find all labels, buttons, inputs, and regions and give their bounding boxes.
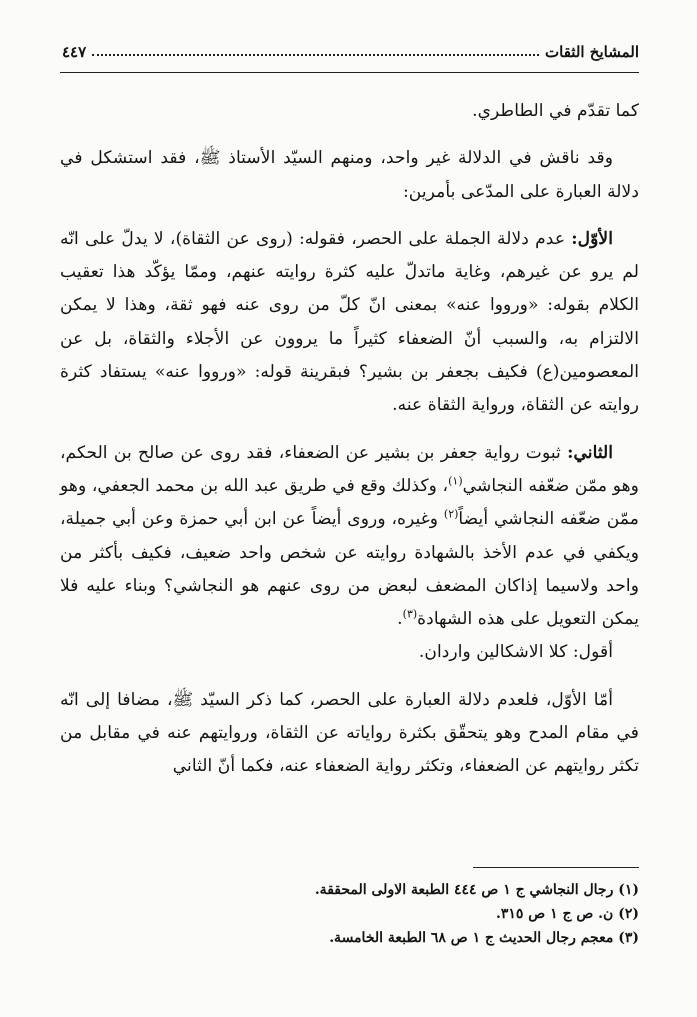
header-leader-dots bbox=[92, 54, 539, 56]
paragraph-gap bbox=[60, 209, 639, 223]
paragraph-4 bbox=[60, 437, 639, 637]
paragraph-1: كما تقدّم في الطاطري. bbox=[472, 101, 639, 121]
footnote-1: (١) رجال النجاشي ج ١ ص ٤٤٤ الطبعة الاولى المحققة. bbox=[314, 882, 639, 898]
second-point-text-b: ، وكذلك وقع في طريق عبد الله بن محمد الجعفي، وهو ممّن ضعّفه النجاشي أيضاً bbox=[60, 475, 639, 530]
page-number: ٤٤٧ bbox=[62, 43, 87, 61]
paragraph-gap bbox=[60, 423, 639, 437]
footnotes bbox=[60, 878, 639, 950]
paragraph-6: أمّا الأوّل، فلعدم دلالة العبارة على الحصر، كما ذكر السيّد ﷺ، مضافا إلى انّه في مقام المدح وهو يتحقّق بكثرة رواياته عن الثقاة، وروايتهم عنه في مقابل من تكثر روايتهم عن الضعفاء، وتكثر رواية الضعفاء عنه، فكما أنّ الثاني bbox=[60, 689, 639, 777]
main-text bbox=[60, 95, 639, 784]
first-point-text: عدم دلالة الجملة على الحصر، فقوله: (روى عن الثقاة)، لا يدلّ على انّه لم يرو عن غيرهم، وغاية ماتدلّ عليه كثرة روايته عنهم، وممّا يؤكّد هذا تعقيب الكلام بقوله: «ورووا عنه» بمعنى انّ كلّ من روى عنه فهو ثقة، وهذا لا يمكن الالتزام به، والسبب أنّ الضعفاء كثيراً ما يروون عن الأجلاء والثقاة، بل عن المعصومين(ع) فكيف بجعفر بن بشير؟ فبقرينة قوله: «ورووا عنه» يستفاد كثرة روايته عن الثقاة، ورواية الثقاة عنه. bbox=[60, 228, 639, 416]
second-point-label: الثاني: bbox=[567, 442, 614, 463]
second-point-text-c: وغيره، وروى أيضاً عن ابن أبي حمزة وعن أبي جميلة، ويكفي في عدم الأخذ بالشهادة روايته عن شخص واحد ضعيف، فكيف بأكثر من واحد ولاسيما إذاكان المضعف لبعض من روى عنهم هو النجاشي؟ وبناء عليه فلا يمكن التعويل على هذه الشهادة bbox=[60, 509, 639, 630]
paragraph-3 bbox=[60, 223, 639, 423]
running-header bbox=[62, 38, 639, 66]
footnote-3: (٣) معجم رجال الحديث ج ١ ص ٦٨ الطبعة الخامسة. bbox=[329, 930, 639, 946]
second-point-text-a: ثبوت رواية جعفر بن بشير عن الضعفاء، فقد روى عن صالح بن الحكم، وهو ممّن ضعّفه النجاشي bbox=[60, 442, 639, 496]
footnote-ref-3[interactable]: (٣) bbox=[402, 607, 418, 621]
header-divider bbox=[60, 72, 639, 73]
footnote-divider bbox=[473, 867, 639, 868]
footnote-ref-1[interactable]: (١) bbox=[448, 474, 463, 488]
paragraph-5: أقول: كلا الاشكالين واردان. bbox=[418, 642, 613, 663]
first-point-label: الأوّل: bbox=[571, 228, 613, 249]
paragraph-gap bbox=[60, 128, 639, 142]
footnote-2: (٢) ن. ص ج ١ ص ٣١٥. bbox=[495, 906, 639, 922]
second-point-text-d: . bbox=[397, 609, 403, 630]
header-title: المشايخ الثقات bbox=[545, 43, 639, 61]
paragraph-gap bbox=[60, 670, 639, 684]
paragraph-2: وقد ناقش في الدلالة غير واحد، ومنهم السيّد الأستاذ ﷺ، فقد استشكل في دلالة العبارة على المدّعى بأمرين: bbox=[60, 148, 639, 202]
footnote-ref-2[interactable]: (٢) bbox=[443, 507, 459, 521]
